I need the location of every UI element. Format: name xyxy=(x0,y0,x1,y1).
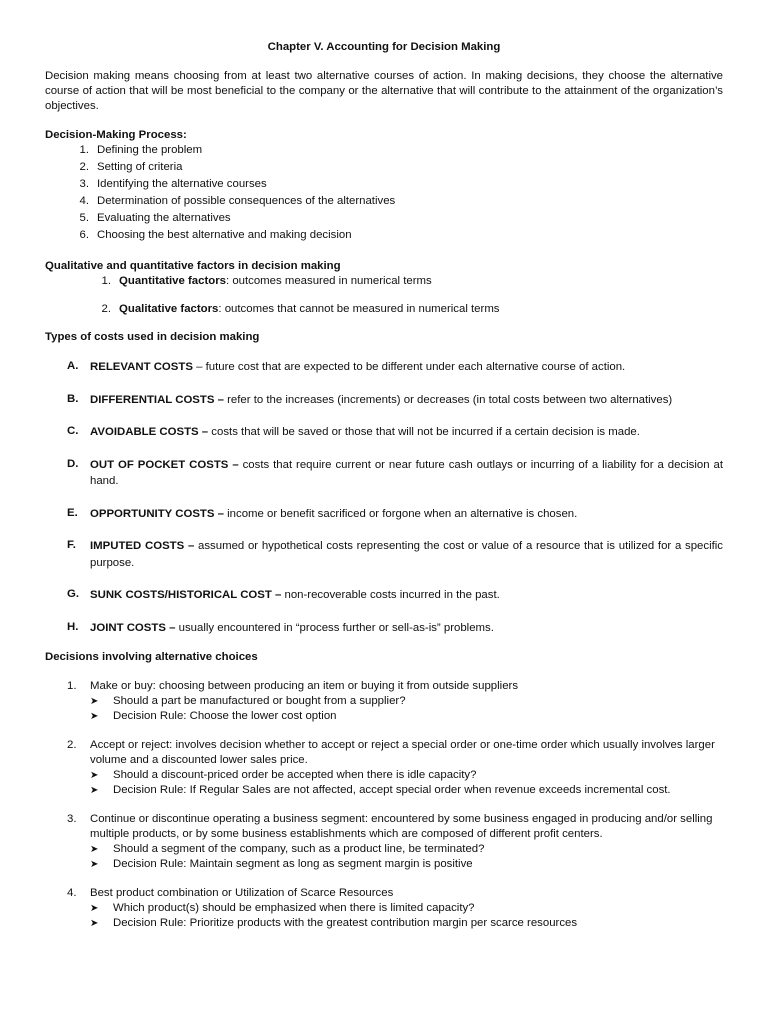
sub-item-text: Decision Rule: Choose the lower cost option xyxy=(113,710,337,722)
cost-item xyxy=(67,538,723,571)
item-text: Determination of possible consequences of the alternatives xyxy=(97,195,396,207)
item-letter: E. xyxy=(67,506,78,519)
cost-item xyxy=(67,424,723,441)
sub-item xyxy=(90,842,723,857)
list-item xyxy=(65,160,723,177)
cost-term: JOINT COSTS – xyxy=(90,621,176,634)
decisions-heading: Decisions involving alternative choices xyxy=(45,651,258,663)
item-letter: A. xyxy=(67,360,79,372)
sub-item-text: Should a discount-priced order be accepted when there is idle capacity? xyxy=(113,769,477,781)
decisions-list xyxy=(67,679,723,931)
sub-item-text: Should a segment of the company, such as a product line, be terminated? xyxy=(113,843,485,855)
item-letter: H. xyxy=(67,620,79,633)
cost-definition: income or benefit sacrificed or forgone when an alternative is chosen. xyxy=(223,507,578,520)
arrow-bullet-icon: ➤ xyxy=(90,711,99,722)
cost-definition: non-recoverable costs incurred in the past. xyxy=(281,589,500,601)
sub-item xyxy=(90,768,723,783)
sub-item-text: Should a part be manufactured or bought from a supplier? xyxy=(113,695,406,707)
item-number: 4. xyxy=(67,887,77,899)
decision-text: Continue or discontinue operating a business segment: encountered by some business engaged in producing and/or selling multiple products, or by some business establishments which are composed of different profit centers. xyxy=(90,813,713,840)
decision-item xyxy=(67,812,723,872)
cost-term: IMPUTED COSTS – xyxy=(90,540,195,552)
cost-item xyxy=(67,392,723,409)
item-text: Evaluating the alternatives xyxy=(97,212,231,224)
sub-item xyxy=(90,783,723,798)
factor-term: Quantitative factors xyxy=(119,275,226,287)
sub-item xyxy=(90,901,723,916)
arrow-bullet-icon: ➤ xyxy=(90,903,99,914)
cost-item xyxy=(67,587,723,604)
sub-item-text: Which product(s) should be emphasized when there is limited capacity? xyxy=(113,902,475,914)
cost-term: DIFFERENTIAL COSTS – xyxy=(90,393,224,406)
cost-term: RELEVANT COSTS xyxy=(90,361,193,373)
factor-term: Qualitative factors xyxy=(119,303,219,315)
cost-item xyxy=(67,457,723,490)
list-item xyxy=(65,177,723,194)
list-item xyxy=(65,143,723,160)
costs-list xyxy=(67,359,723,636)
factor-text: : outcomes that cannot be measured in numerical terms xyxy=(218,303,500,315)
list-item xyxy=(87,302,723,317)
list-item xyxy=(87,274,723,289)
factors-heading: Qualitative and quantitative factors in decision making xyxy=(45,260,341,272)
decision-item xyxy=(67,679,723,724)
arrow-bullet-icon: ➤ xyxy=(90,696,99,707)
item-text: Identifying the alternative courses xyxy=(97,178,267,190)
sub-item-text: Decision Rule: Maintain segment as long as segment margin is positive xyxy=(113,858,473,870)
item-letter: D. xyxy=(67,457,79,470)
cost-definition: – future cost that are expected to be different under each alternative course of action. xyxy=(192,361,626,373)
decision-text: Accept or reject: involves decision whether to accept or reject a special order or one-time order which usually involves larger volume and a discounted lower sales price. xyxy=(90,739,715,766)
page-title: Chapter V. Accounting for Decision Making xyxy=(267,41,501,53)
arrow-bullet-icon: ➤ xyxy=(90,918,99,929)
sub-item-text: Decision Rule: Prioritize products with the greatest contribution margin per scarce resources xyxy=(113,917,578,929)
sub-item-text: Decision Rule: If Regular Sales are not affected, accept special order when revenue exceeds incremental cost. xyxy=(113,784,671,796)
item-text: Defining the problem xyxy=(97,144,203,156)
cost-term: OUT OF POCKET COSTS – xyxy=(90,458,239,471)
cost-item xyxy=(67,359,723,376)
item-number: 4. xyxy=(79,195,89,207)
item-number: 1. xyxy=(79,144,89,156)
item-letter: B. xyxy=(67,392,79,405)
item-number: 6. xyxy=(79,229,89,241)
sub-item xyxy=(90,709,723,724)
cost-item xyxy=(67,506,723,523)
decision-text: Best product combination or Utilization of Scarce Resources xyxy=(90,887,394,899)
cost-definition: refer to the increases (increments) or decreases (in total costs between two alternatives) xyxy=(223,393,673,406)
list-item xyxy=(65,228,723,245)
item-letter: G. xyxy=(67,588,80,600)
item-number: 2. xyxy=(79,161,89,173)
arrow-bullet-icon: ➤ xyxy=(90,859,99,870)
cost-term: AVOIDABLE COSTS – xyxy=(90,426,209,438)
item-number: 5. xyxy=(79,212,89,224)
arrow-bullet-icon: ➤ xyxy=(90,770,99,781)
decision-item xyxy=(67,738,723,798)
sub-item xyxy=(90,694,723,709)
item-text: Choosing the best alternative and making decision xyxy=(97,229,352,241)
cost-definition: usually encountered in “process further or sell-as-is” problems. xyxy=(175,621,494,634)
list-item xyxy=(65,211,723,228)
item-letter: F. xyxy=(67,539,76,551)
item-number: 2. xyxy=(67,739,77,751)
item-number: 1. xyxy=(101,275,111,287)
process-list xyxy=(65,143,723,245)
cost-definition: assumed or hypothetical costs representing the cost or value of a resource that is utilized for a specific purpose. xyxy=(90,540,723,569)
item-number: 3. xyxy=(79,178,89,190)
cost-term: SUNK COSTS/HISTORICAL COST – xyxy=(90,589,282,601)
decision-item xyxy=(67,886,723,931)
cost-definition: costs that require current or near future cash outlays or incurring of a liability for a decision at hand. xyxy=(90,458,723,487)
item-number: 2. xyxy=(101,303,111,315)
arrow-bullet-icon: ➤ xyxy=(90,785,99,796)
item-text: Setting of criteria xyxy=(97,161,183,173)
factors-list xyxy=(87,274,723,317)
cost-definition: costs that will be saved or those that will not be incurred if a certain decision is made. xyxy=(208,426,640,438)
process-heading: Decision-Making Process: xyxy=(45,129,187,141)
arrow-bullet-icon: ➤ xyxy=(90,844,99,855)
cost-term: OPPORTUNITY COSTS – xyxy=(90,507,224,520)
sub-item xyxy=(90,916,723,931)
decision-text: Make or buy: choosing between producing an item or buying it from outside suppliers xyxy=(90,680,519,692)
item-number: 3. xyxy=(67,813,77,825)
list-item xyxy=(65,194,723,211)
intro-paragraph: Decision making means choosing from at least two alternative courses of action. In making decisions, they choose the alternative course of action that will be most beneficial to the company or the alternative that will contribute to the attainment of the organization’s objectives. xyxy=(45,70,723,112)
costs-heading: Types of costs used in decision making xyxy=(45,331,260,343)
item-letter: C. xyxy=(67,425,79,437)
item-number: 1. xyxy=(67,680,77,692)
cost-item xyxy=(67,620,723,637)
sub-item xyxy=(90,857,723,872)
factor-text: : outcomes measured in numerical terms xyxy=(225,275,432,287)
